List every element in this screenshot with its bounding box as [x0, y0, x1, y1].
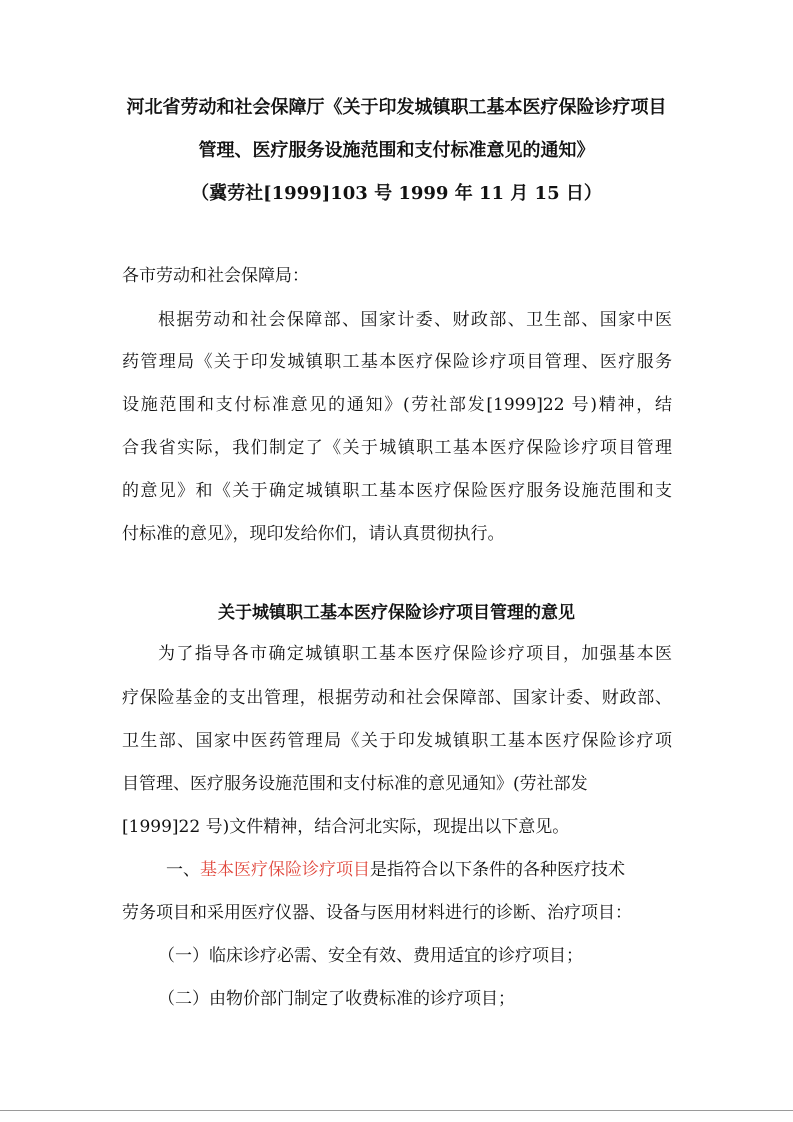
item-1-sub-2: （二）由物价部门制定了收费标准的诊疗项目；	[158, 989, 515, 1009]
opinion-paragraph-line: [1999]22 号)文件精神，结合河北实际，现提出以下意见。	[122, 817, 570, 837]
opinion-paragraph-line: 卫生部、国家中医药管理局《关于印发城镇职工基本医疗保险诊疗项	[122, 731, 672, 751]
opinion-paragraph-line: 疗保险基金的支出管理，根据劳动和社会保障部、国家计委、财政部、	[122, 688, 672, 708]
item-1-highlight-term: 基本医疗保险诊疗项目	[200, 860, 370, 880]
item-1-second-line: 劳务项目和采用医疗仪器、设备与医用材料进行的诊断、治疗项目：	[122, 903, 632, 923]
item-1-number: 一、	[166, 860, 200, 880]
opinion-heading: 关于城镇职工基本医疗保险诊疗项目管理的意见	[218, 603, 575, 623]
opinion-paragraph-line: 为了指导各市确定城镇职工基本医疗保险诊疗项目，加强基本医	[158, 644, 672, 664]
notice-paragraph-line: 药管理局《关于印发城镇职工基本医疗保险诊疗项目管理、医疗服务	[122, 352, 672, 372]
item-1-sub-1: （一）临床诊疗必需、安全有效、费用适宜的诊疗项目；	[158, 946, 583, 966]
item-1-first-line	[166, 858, 625, 882]
notice-paragraph-line: 设施范围和支付标准意见的通知》(劳社部发[1999]22 号)精神，结	[122, 395, 672, 415]
notice-paragraph-line: 合我省实际，我们制定了《关于城镇职工基本医疗保险诊疗项目管理	[122, 438, 672, 458]
page-bottom-divider	[0, 1110, 793, 1111]
notice-paragraph-line: 根据劳动和社会保障部、国家计委、财政部、卫生部、国家中医	[158, 310, 672, 330]
notice-paragraph-line: 的意见》和《关于确定城镇职工基本医疗保险医疗服务设施范围和支	[122, 481, 672, 501]
document-title-line-2: 管理、医疗服务设施范围和支付标准意见的通知》	[198, 140, 595, 161]
notice-paragraph-line: 付标准的意见》，现印发给你们，请认真贯彻执行。	[122, 524, 505, 544]
opinion-paragraph-line: 目管理、医疗服务设施范围和支付标准的意见通知》(劳社部发	[122, 774, 588, 794]
item-1-text: 是指符合以下条件的各种医疗技术	[370, 860, 625, 880]
document-title-line-1: 河北省劳动和社会保障厅《关于印发城镇职工基本医疗保险诊疗项目	[126, 97, 667, 118]
salutation: 各市劳动和社会保障局：	[122, 266, 309, 286]
document-number-date: （冀劳社[1999]103 号 1999 年 11 月 15 日）	[191, 183, 602, 204]
